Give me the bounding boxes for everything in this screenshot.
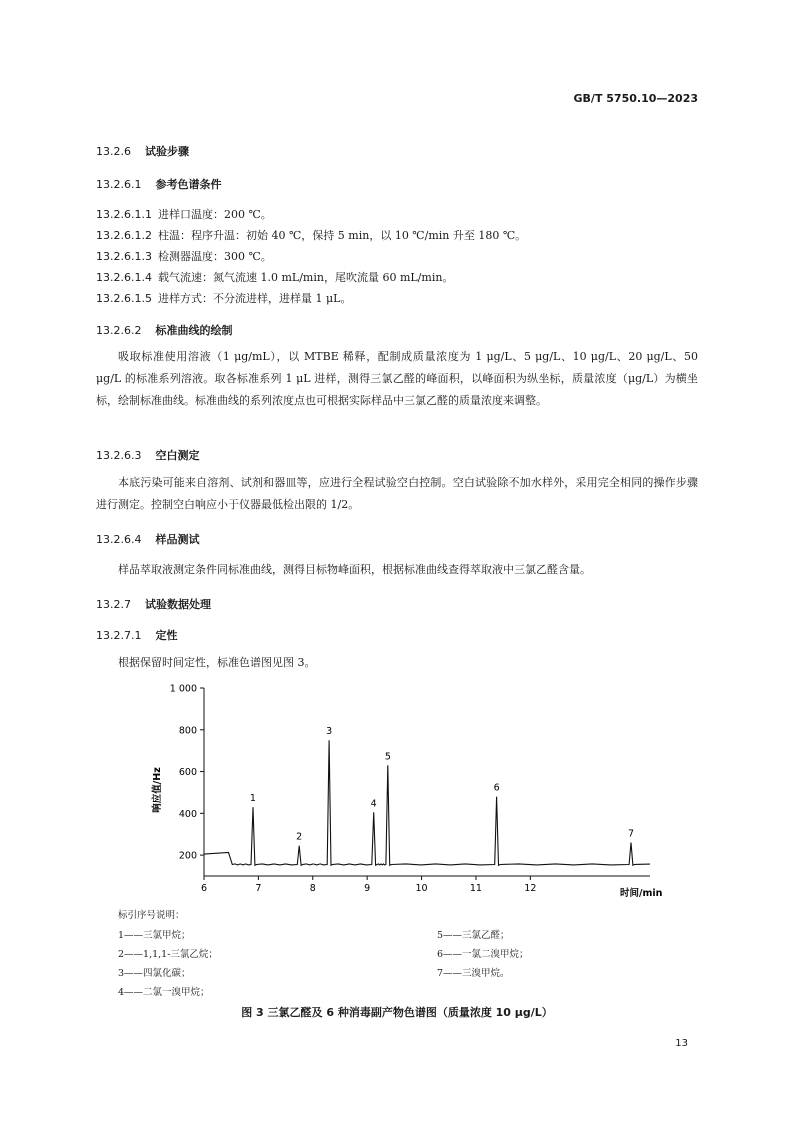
heading-13-2-6-2 xyxy=(96,322,232,338)
peak-label: 3 xyxy=(326,726,333,738)
legend-item: 3——四氯化碳； xyxy=(118,968,191,979)
figure-caption: 图 3 三氯乙醛及 6 种消毒副产物色谱图（质量浓度 10 μg/L） xyxy=(241,1006,553,1019)
peak-label: 5 xyxy=(384,751,391,763)
peak-label: 4 xyxy=(370,798,377,810)
peak-label: 2 xyxy=(296,831,303,843)
y-axis-label: 响应值/Hz xyxy=(152,767,163,813)
peak-label: 1 xyxy=(249,793,256,805)
legend-item: 4——二氯一溴甲烷； xyxy=(118,987,210,998)
item-number: 13.2.6.1.1 xyxy=(96,208,152,221)
legend-item: 1——三氯甲烷； xyxy=(118,930,191,941)
item-number: 13.2.6.1.4 xyxy=(96,271,152,284)
peak-labels xyxy=(250,726,634,842)
x-axis xyxy=(201,876,650,894)
y-tick-label: 800 xyxy=(178,725,197,737)
heading-title: 试验数据处理 xyxy=(145,598,211,611)
y-tick-label: 400 xyxy=(178,808,197,820)
condition-item xyxy=(96,290,351,306)
item-number: 13.2.6.1.3 xyxy=(96,250,152,263)
heading-number: 13.2.6.3 xyxy=(96,449,142,462)
heading-title: 标准曲线的绘制 xyxy=(155,324,233,337)
condition-item xyxy=(96,269,453,285)
chromatogram-trace xyxy=(204,740,650,865)
x-tick-label: 7 xyxy=(255,883,262,894)
condition-item xyxy=(96,248,272,264)
item-number: 13.2.6.1.5 xyxy=(96,292,152,305)
paragraph-blank-test: 本底污染可能来自溶剂、试剂和器皿等，应进行全程试验空白控制。空白试验除不加水样外，采用完全相同的操作步骤进行测定。控制空白响应小于仪器最低检出限的 1/2。 xyxy=(96,476,698,511)
legend-item: 7——三溴甲烷。 xyxy=(437,968,510,979)
legend-item: 2——1,1,1-三氯乙烷； xyxy=(118,949,218,960)
heading-title: 试验步骤 xyxy=(145,145,189,158)
paragraph-qualitative: 根据保留时间定性，标准色谱图见图 3。 xyxy=(118,656,316,669)
x-tick-label: 12 xyxy=(524,883,537,894)
peak-label: 7 xyxy=(627,828,634,840)
legend-item: 5——三氯乙醛； xyxy=(437,930,510,941)
y-tick-label: 1 000 xyxy=(169,683,197,695)
heading-title: 样品测试 xyxy=(155,533,200,546)
heading-number: 13.2.7 xyxy=(96,598,131,611)
heading-13-2-6-3 xyxy=(96,447,199,463)
chromatogram-chart xyxy=(130,678,690,903)
x-tick-label: 10 xyxy=(415,883,428,894)
y-tick-label: 200 xyxy=(178,850,197,862)
heading-13-2-7-1 xyxy=(96,627,177,643)
heading-13-2-6 xyxy=(96,143,189,159)
page-number: 13 xyxy=(675,1038,688,1049)
heading-number: 13.2.6.4 xyxy=(96,533,142,546)
paragraph-sample-test: 样品萃取液测定条件同标准曲线，测得目标物峰面积，根据标准曲线查得萃取液中三氯乙醛含量。 xyxy=(118,563,591,576)
x-tick-label: 11 xyxy=(469,883,482,894)
item-text: 柱温：程序升温：初始 40 ℃，保持 5 min，以 10 ℃/min 升至 180 ℃。 xyxy=(158,229,527,242)
legend-item: 6——一氯二溴甲烷； xyxy=(437,949,529,960)
x-tick-label: 9 xyxy=(364,883,371,894)
condition-item xyxy=(96,206,272,222)
heading-title: 参考色谱条件 xyxy=(155,178,222,191)
condition-item xyxy=(96,227,526,243)
heading-number: 13.2.6.2 xyxy=(96,324,142,337)
heading-title: 定性 xyxy=(155,629,178,642)
legend-title: 标引序号说明： xyxy=(118,910,185,921)
y-tick-label: 600 xyxy=(178,767,197,779)
y-axis xyxy=(170,684,204,877)
item-number: 13.2.6.1.2 xyxy=(96,229,152,242)
x-tick-label: 6 xyxy=(200,883,208,894)
heading-13-2-6-1 xyxy=(96,176,221,192)
heading-number: 13.2.7.1 xyxy=(96,629,142,642)
item-text: 进样口温度：200 ℃。 xyxy=(158,208,272,221)
item-text: 载气流速：氮气流速 1.0 mL/min，尾吹流量 60 mL/min。 xyxy=(158,271,454,284)
item-text: 进样方式：不分流进样，进样量 1 μL。 xyxy=(158,292,352,305)
peak-label: 6 xyxy=(493,782,500,794)
heading-number: 13.2.6 xyxy=(96,145,131,158)
heading-number: 13.2.6.1 xyxy=(96,178,142,191)
heading-13-2-6-4 xyxy=(96,531,199,547)
heading-title: 空白测定 xyxy=(155,449,200,462)
x-axis-label: 时间/min xyxy=(620,888,663,899)
paragraph-standard-curve: 吸取标准使用溶液（1 μg/mL），以 MTBE 稀释，配制成质量浓度为 1 μg/L、5 μg/L、10 μg/L、20 μg/L、50 μg/L 的标准系列溶液。取各标准系列 1 μL 进样，测得三氯乙醛的峰面积，以峰面积为纵坐标，质量浓度（μg/L）为横坐标，绘制标准曲线。标准曲线的系列浓度点也可根据实际样品中三氯乙醛的质量浓度来调整。 xyxy=(96,350,698,407)
document-id: GB/T 5750.10—2023 xyxy=(573,92,698,105)
heading-13-2-7 xyxy=(96,596,211,612)
x-tick-label: 8 xyxy=(309,883,316,894)
item-text: 检测器温度：300 ℃。 xyxy=(158,250,272,263)
